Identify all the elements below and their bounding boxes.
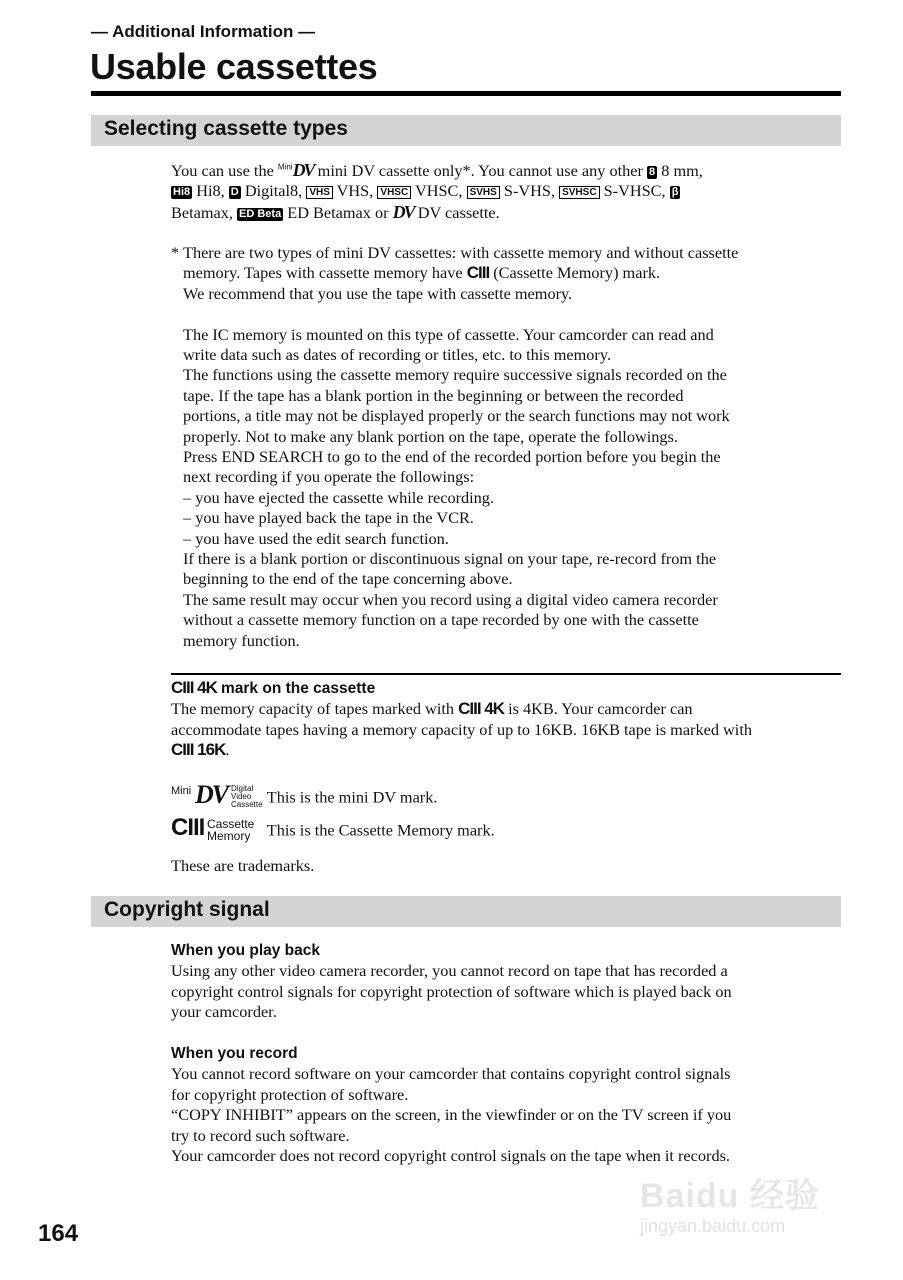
- subheading: When you play back: [171, 942, 321, 959]
- title-rule: [91, 91, 841, 96]
- vhs-icon: VHS: [306, 186, 333, 199]
- page-title: Usable cassettes: [90, 46, 378, 87]
- intro-line-1: You can use the $^{Mini}$DV mini DV cassette only*. You cannot use any other 8 8 mm,: [171, 160, 703, 180]
- intro-paragraph: [171, 160, 843, 223]
- vhsc-icon: VHSC: [377, 186, 411, 199]
- minidv-mark-row: Mini DV Digital Video Cassette This is the mini DV mark.: [171, 785, 843, 813]
- minidv-icon: $^{Mini}$DV: [277, 160, 314, 180]
- footnote-text: There are two types of mini DV cassettes: with cassette memory and without cassette memory. Tapes with cassette memory have CIII (Cassette Memory) mark. We recommend that you use the tape with cassette memory. The IC memory is mounted on this type of cassette. Your camcorder can read and write data such as dates of recording or titles, etc. to this memory. The functions using the cassette memory require successive signals recorded on the tape. If the tape has a blank portion in the beginning or between the recorded portions, a title may not be displayed properly or the search functions may not work properly. Not to make any blank portion on the tape, operate the followings. Press END SEARCH to go to the end of the recorded portion before you begin the next recording if you operate the followings: – you have ejected the cassette while recording. – you have played back the tape in the VCR. – you have used the edit search function. If there is a blank portion or discontinuous signal on your tape, re-record from the beginning to the end of the tape concerning above. The same result may occur when you record using a digital video camera recorder without a cassette memory function on a tape recorded by one with the cassette memory function.: [183, 243, 739, 650]
- section-bar-selecting: [91, 115, 841, 146]
- intro-line-2: Hi8 Hi8, D Digital8, VHS VHS, VHSC VHSC, SVHS S-VHS, SVHSC S-VHSC, β: [173, 181, 679, 201]
- cassette-memory-mark-row: CIII Cassette Memory This is the Cassette Memory mark.: [171, 818, 843, 846]
- trademarks-note: These are trademarks.: [171, 856, 315, 875]
- section-bar-copyright: [91, 896, 841, 927]
- watermark-logo: Baidu 经验: [640, 1177, 820, 1215]
- minidv-logo: Mini DV Digital Video Cassette: [171, 780, 263, 809]
- section-label: — Additional Information —: [91, 22, 316, 41]
- record-block: When you record You cannot record software on your camcorder that contains copyright control signals for copyright protection of software. “COPY INHIBIT” appears on the screen, in the viewfinder or on the TV screen if you try to record such software. Your camcorder does not record copyright control signals on the tape when it records.: [171, 1044, 843, 1166]
- footnote-marker: *: [171, 243, 180, 262]
- section-title: Selecting cassette types: [104, 117, 348, 140]
- 8mm-icon: 8: [649, 166, 656, 178]
- mark-4k-heading: CIII 4K mark on the cassette: [171, 678, 376, 697]
- divider: [171, 673, 841, 675]
- svhs-icon: SVHS: [467, 186, 500, 199]
- dv-icon: DV: [392, 201, 414, 222]
- cassette-memory-logo: CIII Cassette Memory: [171, 814, 255, 843]
- page-number: 164: [38, 1220, 79, 1247]
- watermark-url: jingyan.baidu.com: [640, 1216, 786, 1236]
- play-back-block: When you play back Using any other video camera recorder, you cannot record on tape that has recorded a copyright control signals for copyright protection of software which is played back on your camcorder.: [171, 941, 843, 1023]
- digital8-icon: D: [230, 186, 239, 199]
- mark-4k-section: CIII 4K mark on the cassette The memory capacity of tapes marked with CIII 4K is 4KB. Your camcorder can accommodate tapes having a memory capacity of up to 16KB. 16KB tape is marked with CIII 16K.: [171, 678, 843, 761]
- cm-16k-icon: CIII 16K: [171, 740, 226, 760]
- cm-4k-icon: CIII 4K: [458, 699, 504, 719]
- cassette-memory-icon: CIII: [466, 263, 490, 283]
- footnote: [171, 243, 843, 663]
- ed-beta-icon: ED Beta: [239, 207, 282, 220]
- cm-4k-icon: CIII 4K: [171, 678, 217, 697]
- section-title: Copyright signal: [104, 898, 270, 921]
- svhsc-icon: SVHSC: [559, 186, 599, 199]
- subheading: When you record: [171, 1045, 298, 1062]
- hi8-icon: Hi8: [173, 186, 191, 199]
- intro-line-3: Betamax, ED Beta ED Betamax or DV DV cassette.: [171, 201, 500, 222]
- beta-icon: β: [671, 186, 679, 199]
